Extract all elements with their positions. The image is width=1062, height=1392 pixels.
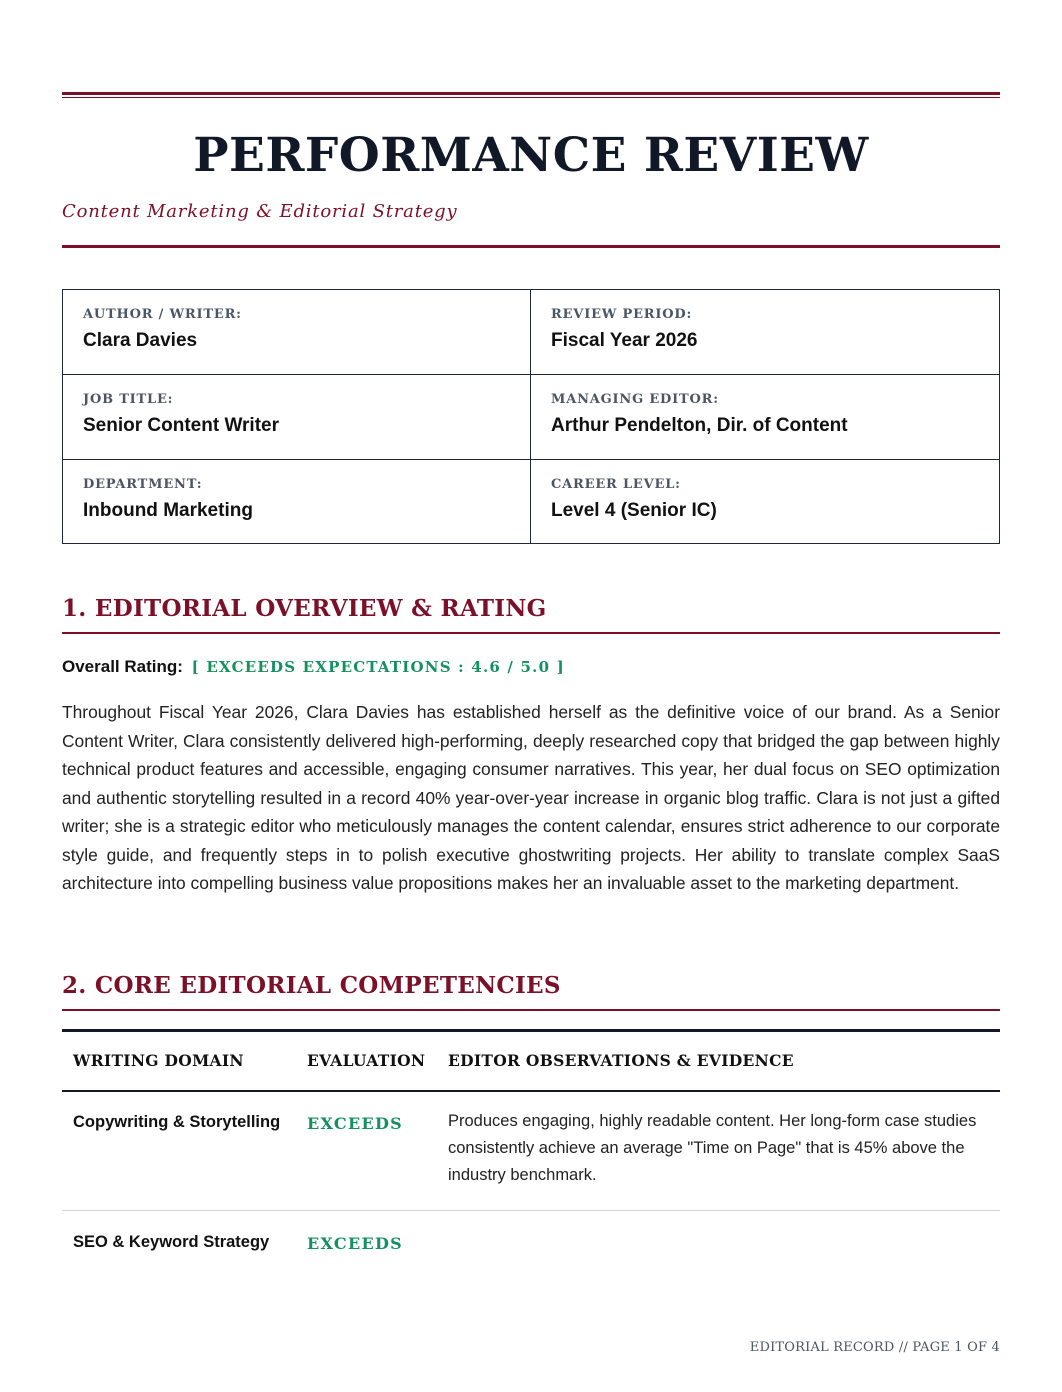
info-label: DEPARTMENT: (83, 477, 203, 492)
info-cell-review-period (531, 290, 999, 375)
info-cell-managing-editor (531, 375, 999, 460)
info-label: REVIEW PERIOD: (551, 307, 693, 322)
column-header-domain: WRITING DOMAIN (73, 1051, 244, 1070)
employee-info-table (62, 289, 1000, 544)
row-domain: SEO & Keyword Strategy (73, 1233, 270, 1251)
document-page (62, 0, 1000, 1392)
info-label: AUTHOR / WRITER: (83, 307, 242, 322)
info-label: CAREER LEVEL: (551, 477, 681, 492)
page-title: PERFORMANCE REVIEW (193, 128, 869, 183)
overview-paragraph: Throughout Fiscal Year 2026, Clara Davies has established herself as the definitive voice of our brand. As a Senior Content Writer, Clara consistently delivered high-performing, deeply researched copy that bridged the gap between highly technical product features and accessible, engaging consumer narratives. This year, her dual focus on SEO optimization and authentic storytelling resulted in a record 40% year-over-year increase in organic blog traffic. Clara is not just a gifted writer; she is a strategic editor who meticulously manages the content calendar, ensures strict adherence to our corporate style guide, and frequently steps in to polish executive ghostwriting projects. Her ability to translate complex SaaS architecture into compelling business value propositions makes her an invaluable asset to the marketing department. (62, 702, 1000, 893)
info-cell-job-title (63, 375, 531, 460)
row-domain: Copywriting & Storytelling (73, 1113, 281, 1131)
column-header-evaluation: EVALUATION (307, 1051, 426, 1070)
info-value: Clara Davies (83, 330, 198, 351)
info-value: Level 4 (Senior IC) (551, 500, 717, 521)
info-label: MANAGING EDITOR: (551, 392, 719, 407)
row-evaluation-badge: EXCEEDS (307, 1234, 403, 1253)
header-rule-thick (62, 92, 1000, 95)
info-value: Senior Content Writer (83, 415, 279, 436)
info-label: JOB TITLE: (83, 392, 174, 407)
info-cell-author (63, 290, 531, 375)
info-cell-career-level (531, 460, 999, 543)
overall-rating (62, 657, 565, 677)
section-heading-overview: 1. EDITORIAL OVERVIEW & RATING (62, 595, 547, 622)
info-value: Arthur Pendelton, Dir. of Content (551, 415, 848, 436)
rating-label: Overall Rating: (62, 657, 183, 676)
section-rule (62, 632, 1000, 634)
page-footer: EDITORIAL RECORD // PAGE 1 OF 4 (749, 1340, 1000, 1355)
info-value: Fiscal Year 2026 (551, 330, 698, 351)
page-subtitle: Content Marketing & Editorial Strategy (62, 201, 458, 222)
table-top-rule (62, 1029, 1000, 1032)
column-header-observations: EDITOR OBSERVATIONS & EVIDENCE (448, 1051, 794, 1070)
subtitle-rule (62, 245, 1000, 248)
section-heading-competencies: 2. CORE EDITORIAL COMPETENCIES (62, 972, 561, 999)
section-rule (62, 1009, 1000, 1011)
rating-value: [ EXCEEDS EXPECTATIONS : 4.6 / 5.0 ] (191, 658, 565, 676)
table-row-divider (62, 1210, 1000, 1211)
info-cell-department (63, 460, 531, 543)
table-header-rule (62, 1090, 1000, 1092)
info-value: Inbound Marketing (83, 500, 253, 521)
row-notes: Produces engaging, highly readable content. Her long-form case studies consistently achieve an average "Time on Page" that is 45% above the industry benchmark. (448, 1112, 977, 1184)
row-evaluation-badge: EXCEEDS (307, 1114, 403, 1133)
header-rule-thin (62, 97, 1000, 98)
